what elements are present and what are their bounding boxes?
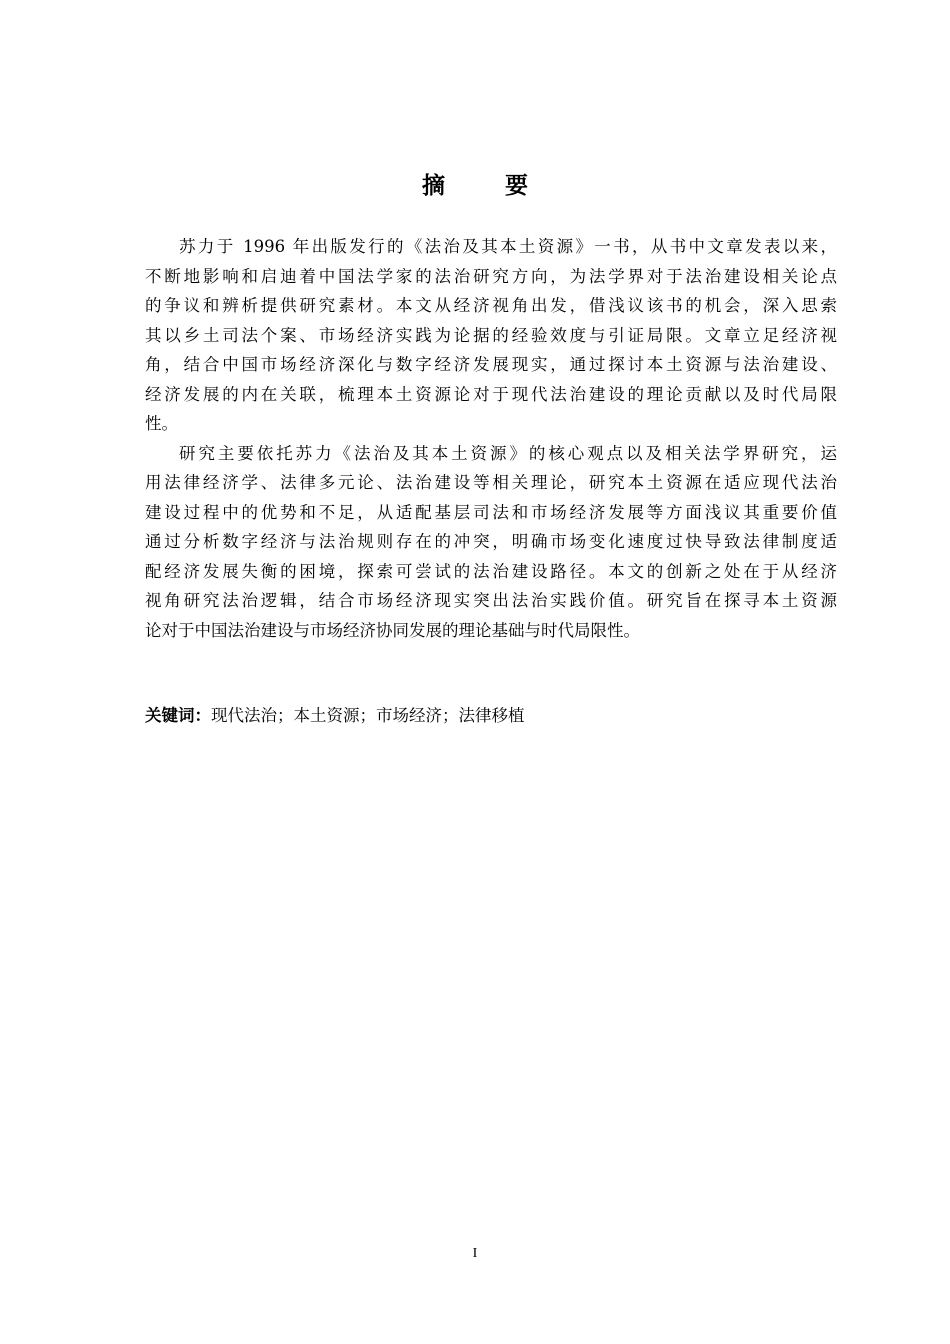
text-line: 建设过程中的优势和不足，从适配基层司法和市场经济发展等方面浅议其重要价值 [145, 502, 837, 522]
text-line: 通过分析数字经济与法治规则存在的冲突，明确市场变化速度过快导致法律制度适 [145, 532, 837, 551]
text-line: 研究主要依托苏力《法治及其本土资源》的核心观点以及相关法学界研究，运 [179, 443, 837, 463]
text-line: 经济发展的内在关联，梳理本土资源论对于现代法治建设的理论贡献以及时代局限 [145, 384, 837, 404]
text-line: 性。 [145, 414, 178, 433]
keywords-value: 现代法治；本土资源；市场经济；法律移植 [211, 706, 525, 725]
keywords-label: 关键词： [145, 706, 211, 725]
text-line: 不断地影响和启迪着中国法学家的法治研究方向，为法学界对于法治建设相关论点 [145, 266, 837, 286]
text-line: 用法律经济学、法律多元论、法治建设等相关理论，研究本土资源在适应现代法治 [145, 473, 837, 492]
text-line: 苏力于 1996 年出版发行的《法治及其本土资源》一书，从书中文章发表以来， [179, 237, 837, 256]
text-line: 其以乡土司法个案、市场经济实践为论据的经验效度与引证局限。文章立足经济视 [145, 325, 837, 345]
abstract-paragraph-2 [145, 439, 837, 646]
keywords [145, 702, 525, 730]
page-number: I [472, 1246, 478, 1261]
text-line: 视角研究法治逻辑，结合市场经济现实突出法治实践价值。研究旨在探寻本土资源 [145, 591, 837, 610]
abstract-paragraph-1 [145, 232, 837, 439]
text-line: 角，结合中国市场经济深化与数字经济发展现实，通过探讨本土资源与法治建设、 [145, 355, 837, 374]
page-title: 摘 要 [421, 173, 554, 199]
text-line: 配经济发展失衡的困境，探索可尝试的法治建设路径。本文的创新之处在于从经济 [145, 561, 837, 581]
text-line: 论对于中国法治建设与市场经济协同发展的理论基础与时代局限性。 [145, 620, 640, 640]
abstract-body [145, 232, 837, 645]
text-line: 的争议和辨析提供研究素材。本文从经济视角出发，借浅议该书的机会，深入思索 [145, 296, 837, 315]
